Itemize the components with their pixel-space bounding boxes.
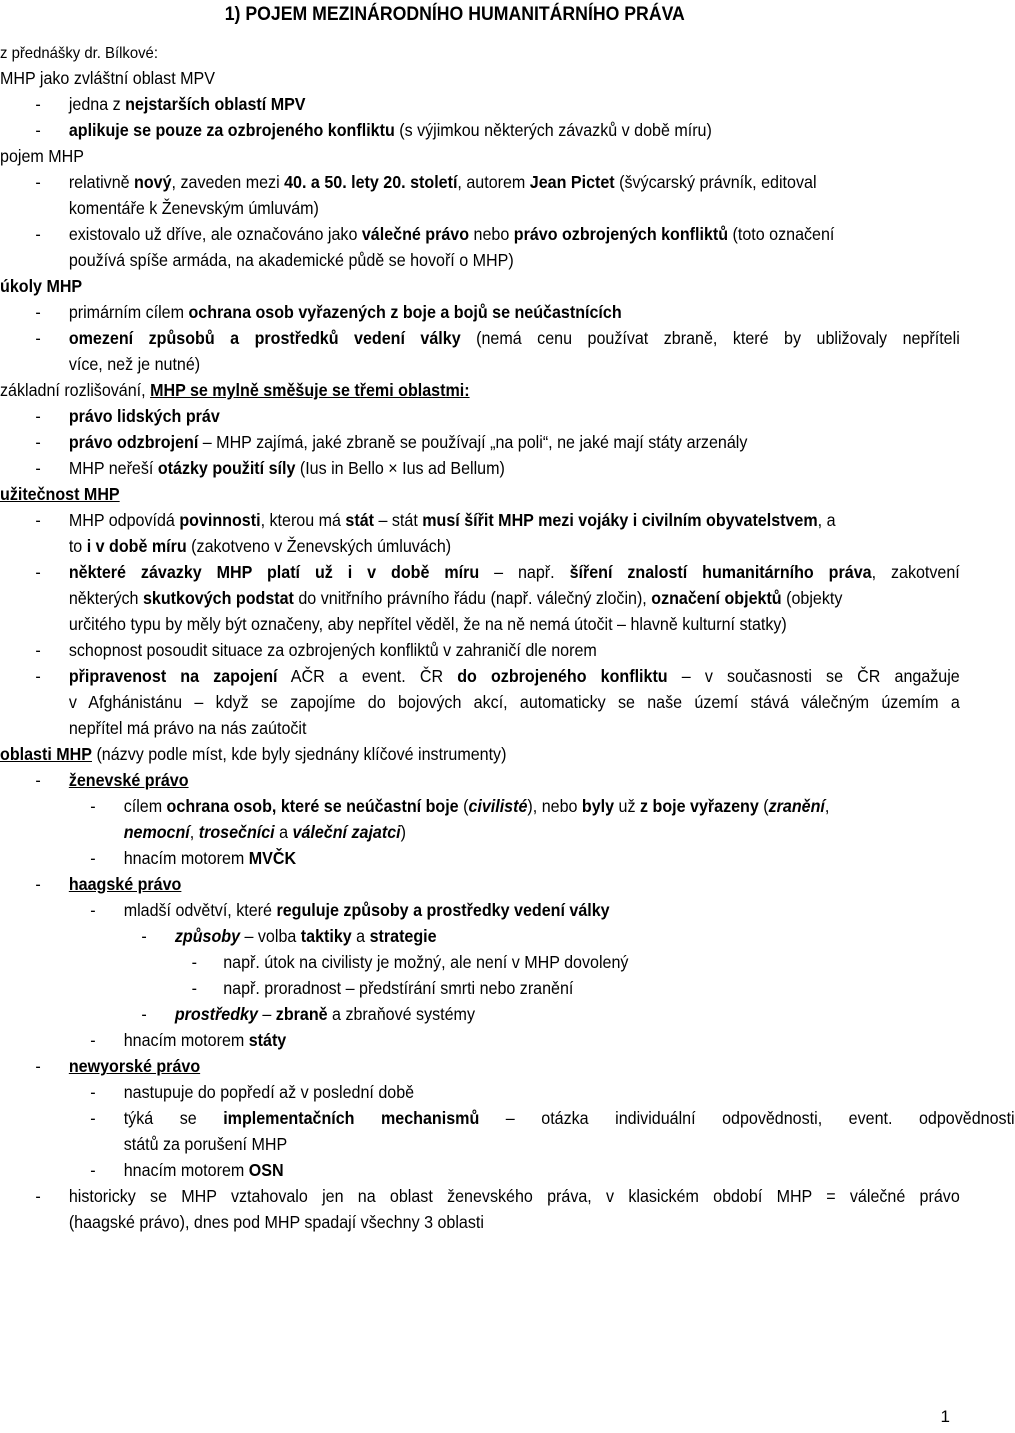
bullet-dash: - <box>191 978 197 998</box>
bullet-dash: - <box>90 796 96 816</box>
text-run: připravenost na zapojení <box>68 666 278 686</box>
text-run: nejstarších oblastí MPV <box>125 94 306 114</box>
text-run: jedna z <box>68 94 126 114</box>
text-run: (švýcarský právník, editoval <box>614 172 817 192</box>
text-run: musí šířit MHP mezi vojáky i civilním obyvatelstvem <box>422 510 818 530</box>
outline-heading-line <box>0 65 893 91</box>
outline-item-line <box>0 1209 893 1235</box>
text-run: právo ozbrojených konfliktů <box>513 224 729 244</box>
outline-item-line <box>0 1027 893 1053</box>
text-run: do vnitřního právního řádu (např. válečný zločin), <box>293 588 652 608</box>
text-run: (haagské právo), dnes pod MHP spadají všechny 3 oblasti <box>68 1212 484 1232</box>
outline-item-line <box>0 585 893 611</box>
text-run: ochrana osob vyřazených z boje a bojů se neúčastnících <box>188 302 622 322</box>
text-run: , zakotvení <box>871 562 960 582</box>
text-run: států za porušení MHP <box>123 1134 288 1154</box>
outline-heading-line <box>0 481 893 507</box>
text-run: (Ius in Bello × Ius ad Bellum) <box>295 458 505 478</box>
text-run: nemocní <box>123 822 190 842</box>
text-run: už <box>614 796 640 816</box>
bullet-dash: - <box>90 1030 96 1050</box>
text-run: (toto označení <box>728 224 835 244</box>
text-run: z přednášky dr. Bílkové: <box>0 45 158 62</box>
text-run: aplikuje se pouze za ozbrojeného konfliktu <box>68 120 395 140</box>
outline-item-line <box>0 897 893 923</box>
bullet-dash: - <box>90 1160 96 1180</box>
bullet-dash: - <box>35 458 41 478</box>
text-run: skutkových podstat <box>142 588 294 608</box>
text-run: prostředky <box>174 1004 258 1024</box>
outline-item-line <box>0 299 893 325</box>
bullet-dash: - <box>90 1108 96 1128</box>
outline-item-line <box>0 169 893 195</box>
outline-heading-line <box>0 377 893 403</box>
text-run: úkoly MHP <box>0 276 83 296</box>
text-run: ), nebo <box>527 796 582 816</box>
text-run: (s výjimkou některých závazků v době míru) <box>394 120 712 140</box>
text-run: (názvy podle míst, kde byly sjednány klíčové instrumenty) <box>91 744 507 764</box>
text-run: v Afghánistánu – když se zapojíme do bojových akcí, automaticky se naše území stává válečným územím a <box>68 692 960 712</box>
bullet-dash: - <box>35 94 41 114</box>
bullet-dash: - <box>35 874 41 894</box>
bullet-dash: - <box>35 1186 41 1206</box>
text-run: týká se <box>123 1108 224 1128</box>
outline-item-line <box>0 871 893 897</box>
text-run: taktiky <box>300 926 352 946</box>
text-run: newyorské právo <box>68 1056 201 1076</box>
outline-heading-line <box>0 273 893 299</box>
text-run: ochrana osob, které se neúčastní boje <box>166 796 459 816</box>
text-run: trosečníci <box>198 822 275 842</box>
bullet-dash: - <box>35 224 41 244</box>
bullet-dash: - <box>90 1082 96 1102</box>
text-run: z boje vyřazeny <box>639 796 759 816</box>
text-run: to <box>68 536 87 556</box>
outline-item-line <box>0 403 893 429</box>
text-run: primárním cílem <box>68 302 189 322</box>
text-run: (zakotveno v Ženevských úmluvách) <box>186 536 452 556</box>
text-run: historicky se MHP vztahovalo jen na oblast ženevského práva, v klasickém období MHP = válečné právo <box>68 1186 960 1206</box>
outline-item-line <box>0 221 893 247</box>
outline-item-line <box>0 819 893 845</box>
text-run: zbraně <box>275 1004 328 1024</box>
outline-item-line <box>0 195 893 221</box>
outline-item-line <box>0 1183 960 1209</box>
text-run: používá spíše armáda, na akademické půdě se hovoří o MHP) <box>68 250 514 270</box>
bullet-dash: - <box>35 120 41 140</box>
text-run: do ozbrojeného konfliktu <box>457 666 668 686</box>
text-run: otázky použití síly <box>157 458 296 478</box>
text-run: MHP jako zvláštní oblast MPV <box>0 68 215 88</box>
bullet-dash: - <box>90 848 96 868</box>
text-run: válečné právo <box>361 224 470 244</box>
text-run: hnacím motorem <box>123 1030 249 1050</box>
text-run: – v současnosti se ČR angažuje <box>667 666 960 686</box>
outline-heading-line <box>0 741 893 767</box>
text-run: např. proradnost – předstírání smrti nebo zranění <box>223 978 574 998</box>
text-run: nebo <box>469 224 514 244</box>
text-run: komentáře k Ženevským úmluvám) <box>68 198 319 218</box>
bullet-dash: - <box>141 1004 147 1024</box>
text-run: byly <box>581 796 615 816</box>
outline-item-line <box>0 637 893 663</box>
text-run: nastupuje do popředí až v poslední době <box>123 1082 415 1102</box>
outline-item-line <box>0 1079 893 1105</box>
outline-item-line <box>0 1105 1015 1131</box>
text-run: reguluje způsoby a prostředky vedení války <box>276 900 610 920</box>
bullet-dash: - <box>35 510 41 530</box>
bullet-dash: - <box>90 900 96 920</box>
text-run: omezení způsobů a prostředků vedení války <box>68 328 461 348</box>
text-run: např. útok na civilisty je možný, ale není v MHP dovolený <box>223 952 629 972</box>
text-run: ( <box>758 796 769 816</box>
text-run: hnacím motorem <box>123 1160 249 1180</box>
text-run: cílem <box>123 796 167 816</box>
document-title: 1) POJEM MEZINÁRODNÍHO HUMANITÁRNÍHO PRÁVA <box>224 4 685 25</box>
bullet-dash: - <box>191 952 197 972</box>
outline-heading-line <box>0 143 893 169</box>
bullet-dash: - <box>141 926 147 946</box>
text-run: , <box>189 822 199 842</box>
outline-item-line <box>0 767 893 793</box>
outline-item-line <box>0 533 893 559</box>
text-run: OSN <box>248 1160 284 1180</box>
text-run: civilisté <box>468 796 528 816</box>
text-run: – MHP zajímá, jaké zbraně se používají „na poli“, ne jaké mají státy arzenály <box>198 432 748 452</box>
outline-item-line <box>0 247 893 273</box>
text-run: i v době míru <box>86 536 187 556</box>
text-run: ženevské právo <box>68 770 189 790</box>
bullet-dash: - <box>35 328 41 348</box>
page-number: 1 <box>940 1407 950 1426</box>
text-run: a <box>274 822 293 842</box>
text-run: MHP se mylně směšuje se třemi oblastmi: <box>150 380 470 400</box>
outline-item-line <box>0 117 893 143</box>
outline-item-line <box>0 325 960 351</box>
text-run: státy <box>248 1030 287 1050</box>
outline-item-line <box>0 845 893 871</box>
text-run: schopnost posoudit situace za ozbrojených konfliktů v zahraničí dle norem <box>68 640 597 660</box>
bullet-dash: - <box>35 302 41 322</box>
bullet-dash: - <box>35 1056 41 1076</box>
text-run: haagské právo <box>68 874 182 894</box>
text-run: šíření znalostí humanitárního práva <box>569 562 872 582</box>
text-run: právo lidských práv <box>68 406 220 426</box>
outline-item-line <box>0 1157 893 1183</box>
text-run: implementačních mechanismů <box>223 1108 480 1128</box>
outline-item-line <box>0 1131 893 1157</box>
bullet-dash: - <box>35 666 41 686</box>
document-body <box>0 43 1015 1235</box>
text-run: základní rozlišování, <box>0 380 151 400</box>
text-run: určitého typu by měly být označeny, aby nepřítel věděl, že na ně nemá útočit – hlavně kulturní statky) <box>68 614 787 634</box>
text-run: MHP neřeší <box>68 458 158 478</box>
text-run: způsoby <box>174 926 241 946</box>
text-run: , zaveden mezi <box>171 172 285 192</box>
text-run: pojem MHP <box>0 146 84 166</box>
text-run: nepřítel má právo na nás zaútočit <box>68 718 307 738</box>
text-run: nový <box>134 172 172 192</box>
text-run: , autorem <box>457 172 530 192</box>
text-run: oblasti MHP <box>0 744 92 764</box>
text-run: (objekty <box>781 588 843 608</box>
text-run: – <box>257 1004 276 1024</box>
bullet-dash: - <box>35 172 41 192</box>
bullet-dash: - <box>35 770 41 790</box>
text-run: hnacím motorem <box>123 848 249 868</box>
bullet-dash: - <box>35 640 41 660</box>
text-run: strategie <box>369 926 437 946</box>
outline-item-line <box>0 663 960 689</box>
outline-item-line <box>0 975 893 1001</box>
text-run: stát <box>345 510 375 530</box>
outline-heading-line <box>0 43 893 65</box>
text-run: mladší odvětví, které <box>123 900 277 920</box>
text-run: některé závazky MHP platí už i v době míru <box>68 562 480 582</box>
bullet-dash: - <box>35 562 41 582</box>
outline-item-line <box>0 455 893 481</box>
text-run: existovalo už dříve, ale označováno jako <box>68 224 362 244</box>
text-run: 40. a 50. lety 20. století <box>284 172 458 192</box>
text-run: povinnosti <box>179 510 261 530</box>
text-run: váleční zajatci <box>292 822 401 842</box>
text-run: užitečnost MHP <box>0 484 120 504</box>
outline-item-line <box>0 351 893 377</box>
text-run: , <box>824 796 830 816</box>
text-run: některých <box>68 588 143 608</box>
text-run: – volba <box>240 926 301 946</box>
outline-item-line <box>0 949 893 975</box>
text-run: , kterou má <box>260 510 346 530</box>
outline-item-line <box>0 923 893 949</box>
text-run: právo odzbrojení <box>68 432 199 452</box>
text-run: MHP odpovídá <box>68 510 180 530</box>
bullet-dash: - <box>35 406 41 426</box>
text-run: – stát <box>374 510 423 530</box>
outline-item-line <box>0 559 960 585</box>
text-run: – např. <box>479 562 570 582</box>
outline-item-line <box>0 1053 893 1079</box>
text-run: ( <box>458 796 469 816</box>
text-run: Jean Pictet <box>529 172 615 192</box>
text-run: více, než je nutné) <box>68 354 201 374</box>
outline-item-line <box>0 91 893 117</box>
outline-item-line <box>0 1001 893 1027</box>
outline-item-line <box>0 429 893 455</box>
text-run: relativně <box>68 172 135 192</box>
outline-item-line <box>0 689 960 715</box>
text-run: a zbraňové systémy <box>327 1004 475 1024</box>
outline-item-line <box>0 611 893 637</box>
text-run: ) <box>400 822 406 842</box>
text-run: označení objektů <box>651 588 782 608</box>
outline-item-line <box>0 793 893 819</box>
text-run: zranění <box>768 796 825 816</box>
text-run: AČR a event. ČR <box>277 666 458 686</box>
text-run: , a <box>817 510 836 530</box>
bullet-dash: - <box>35 432 41 452</box>
outline-item-line <box>0 715 893 741</box>
text-run: a <box>351 926 370 946</box>
text-run: MVČK <box>248 848 297 868</box>
outline-item-line <box>0 507 893 533</box>
text-run: (nemá cenu používat zbraně, které by ubližovaly nepříteli <box>460 328 960 348</box>
text-run: – otázka individuální odpovědnosti, event. odpovědnosti <box>479 1108 1015 1128</box>
